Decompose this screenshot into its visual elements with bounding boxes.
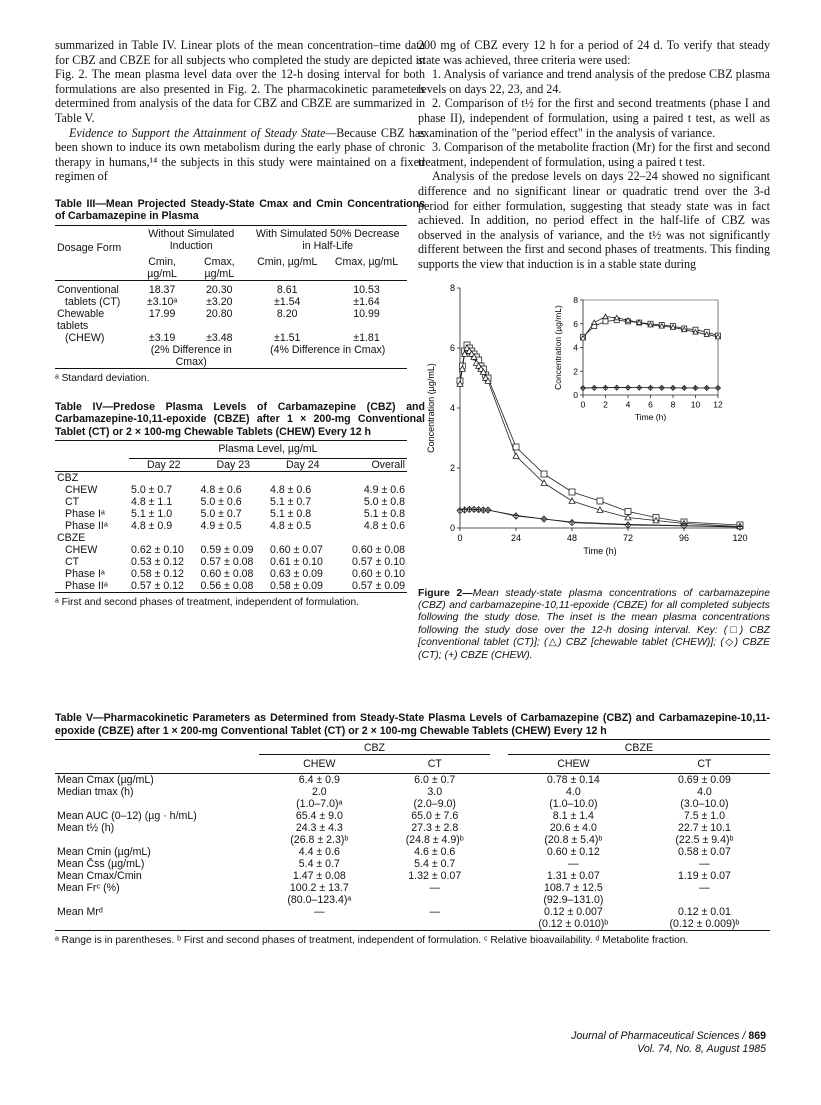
table-row xyxy=(55,822,770,834)
cell: 5.0 ± 0.6 xyxy=(200,496,242,509)
cell: 5.0 ± 0.8 xyxy=(363,496,405,509)
paragraph-text: Because CBZ has been shown to induce its own metabolism during the early phase of chronic therapy in humans,¹⁴ the subjects in this study were maintained on a fixed regimen of xyxy=(55,125,426,184)
cell: 4.9 ± 0.5 xyxy=(200,520,242,533)
cell: Mean AUC (0–12) (µg · h/mL) xyxy=(57,810,197,822)
table-row xyxy=(55,882,770,894)
square-marker xyxy=(513,444,519,450)
table-row xyxy=(55,308,407,332)
square-marker xyxy=(603,318,608,323)
journal-volume: Vol. 74, No. 8, August 1985 xyxy=(637,1043,766,1055)
cell xyxy=(55,894,259,906)
cell: 10.99 xyxy=(353,307,380,320)
x-tick-label: 72 xyxy=(622,532,634,543)
y-tick-label: 6 xyxy=(449,342,455,353)
table-row xyxy=(55,858,770,870)
x-tick-label: 8 xyxy=(670,399,676,409)
table-row xyxy=(55,296,407,308)
cell: (1.0–10.0) xyxy=(549,798,598,810)
cell: ±3.48 xyxy=(206,331,233,344)
cell: (22.5 ± 9.4)ᵇ xyxy=(675,834,734,846)
cell: 0.60 ± 0.08 xyxy=(200,568,254,581)
cell: (24.8 ± 4.9)ᵇ xyxy=(405,834,464,846)
cell: — xyxy=(429,882,441,894)
cell: 10.53 xyxy=(353,283,380,296)
cell: 5.4 ± 0.7 xyxy=(414,858,456,870)
cell: 5.0 ± 0.7 xyxy=(131,484,173,497)
cell: 0.78 ± 0.14 xyxy=(546,774,600,786)
cell: Phase Iᵃ xyxy=(65,508,105,521)
col-head: Day 23 xyxy=(216,459,251,472)
group-label: CBZE xyxy=(57,532,86,545)
table5-footnote: ᵃ Range is in parentheses. ᵇ First and second phases of treatment, independent of formulation. ᶜ Relative bioavailability. ᵈ Metabolite fraction. xyxy=(55,935,689,946)
square-marker xyxy=(597,498,603,504)
cell: 0.58 ± 0.09 xyxy=(270,580,323,593)
table-note: (2% Difference in Cmax) xyxy=(150,343,232,368)
col-group-head: With Simulated 50% Decrease in Half-Life xyxy=(255,227,400,252)
x-axis-label: Time (h) xyxy=(634,411,667,422)
cell: 0.57 ± 0.10 xyxy=(352,556,405,569)
paragraph: 200 mg of CBZ every 12 h for a period of 24 d. To verify that steady state was achieved, three criteria were used: xyxy=(418,38,770,67)
cell: 1.19 ± 0.07 xyxy=(677,870,731,882)
cell: (1.0–7.0)ᵃ xyxy=(296,798,343,810)
table4-footnote: ᵃ First and second phases of treatment, independent of formulation. xyxy=(55,597,359,609)
cell: 3.0 xyxy=(427,786,443,798)
cell xyxy=(380,918,490,931)
page-number: 869 xyxy=(748,1030,766,1042)
cell: 5.1 ± 0.8 xyxy=(270,508,312,521)
x-axis-label: Time (h) xyxy=(583,545,617,556)
table-row xyxy=(55,834,770,846)
span-head: Plasma Level, µg/mL xyxy=(218,443,318,456)
col-head: Overall xyxy=(371,459,405,472)
inset-background xyxy=(566,292,746,408)
figure-caption-text: Mean steady-state plasma concentrations of carbamazepine (CBZ) and carbamazepine-10,11-epoxide (CBZE) for all completed subjects following the study dose. The inset is the mean plasma concentrations following the study dose over the 12-h dosing interval. Key: (□) CBZ [conventional tablet (CT)]; (△) CBZ [chewable tablet (CHEW)]; (◇) CBZE (CT); (+) CBZE (CHEW). xyxy=(418,587,770,661)
table-row xyxy=(55,484,407,496)
cell: (80.0–123.4)ᵃ xyxy=(287,894,352,906)
cell: 4.9 ± 0.6 xyxy=(363,484,405,497)
cell: — xyxy=(429,906,441,918)
col-head: CHEW xyxy=(557,758,590,770)
col-head: Day 24 xyxy=(285,459,320,472)
cell: 22.7 ± 10.1 xyxy=(677,822,731,834)
cell: 0.58 ± 0.12 xyxy=(131,568,184,581)
table-row xyxy=(55,810,770,822)
cell: 65.0 ± 7.6 xyxy=(411,810,459,822)
cell: 0.60 ± 0.12 xyxy=(546,846,600,858)
cell xyxy=(380,894,490,906)
table4 xyxy=(55,440,407,593)
paragraph xyxy=(55,126,425,184)
figure-2-caption xyxy=(418,588,770,662)
cell: 18.37 xyxy=(148,283,176,296)
cell: Phase IIᵃ xyxy=(65,520,108,533)
cell: 0.12 ± 0.007 xyxy=(543,906,603,918)
cell: 65.4 ± 9.0 xyxy=(295,810,343,822)
table4-caption: Table IV—Predose Plasma Levels of Carbamazepine (CBZ) and Carbamazepine-10,11-epoxide (CBZE) after 1 × 200-mg Conventional Tablet (CT) or 2 × 100-mg Chewable Tablets (CHEW) Every 12 h xyxy=(55,400,425,438)
y-tick-label: 2 xyxy=(449,462,455,473)
cell: (2.0–9.0) xyxy=(413,798,456,810)
table-row xyxy=(55,870,770,882)
cell: — xyxy=(568,858,579,870)
cell: CHEW xyxy=(65,544,98,557)
table-row xyxy=(55,906,770,918)
square-marker xyxy=(625,508,631,514)
cell: 4.8 ± 1.1 xyxy=(131,496,173,509)
table3-caption: Table III—Mean Projected Steady-State Cmax and Cmin Concentrations of Carbamazepine in Plasma xyxy=(55,197,425,223)
y-tick-label: 8 xyxy=(573,294,578,305)
figure-label: Figure 2— xyxy=(418,587,473,599)
plus-marker xyxy=(541,516,547,522)
paragraph: Analysis of the predose levels on days 22–24 showed no significant difference and no significant linear or quadratic trend over the 3-d period for either formulation, suggesting that steady state was in fact achieved. In addition, no period effect in the half-life of CBZ was observed in the analysis of variance, and the t½ was not significantly different between the first and second phases of treatments. This finding supports the view that induction is in a stable state during xyxy=(418,169,770,271)
table-row xyxy=(55,496,407,508)
cell: 4.8 ± 0.5 xyxy=(270,520,312,533)
table3-footnote: ᵃ Standard deviation. xyxy=(55,372,150,384)
y-tick-label: 0 xyxy=(449,522,455,533)
cell: CT xyxy=(65,496,80,509)
x-tick-label: 96 xyxy=(678,532,690,543)
cell: Median tmax (h) xyxy=(57,786,134,798)
cell: 0.56 ± 0.08 xyxy=(200,580,254,593)
cell: Mean Cmin (µg/mL) xyxy=(57,846,151,858)
cell: ±3.10ᵃ xyxy=(146,295,178,308)
y-tick-label: 0 xyxy=(573,389,578,400)
cell: 0.60 ± 0.10 xyxy=(352,568,405,581)
cell xyxy=(55,918,259,931)
cell: Conventional xyxy=(57,283,119,296)
journal-name: Journal of Pharmaceutical Sciences / xyxy=(571,1030,749,1042)
cell: 8.61 xyxy=(276,283,298,296)
group-head: CBZ xyxy=(259,740,490,755)
cell: 20.80 xyxy=(206,307,233,320)
cell: 0.57 ± 0.12 xyxy=(131,580,184,593)
cell: (92.9–131.0) xyxy=(543,894,604,906)
cell: 20.30 xyxy=(206,283,233,296)
cell: Mean Cmax/Cmin xyxy=(57,870,142,882)
cell: 100.2 ± 13.7 xyxy=(289,882,349,894)
cell: — xyxy=(699,882,710,894)
cell: ±3.20 xyxy=(206,295,233,308)
cell: 1.32 ± 0.07 xyxy=(408,870,462,882)
table5-caption: Table V—Pharmacokinetic Parameters as Determined from Steady-State Plasma Levels of Carbamazepine (CBZ) and Carbamazepine-10,11-epoxide (CBZE) after 1 × 200-mg Conventional Tablet (CT) or 2 × 100-mg Chewable Tablets (CHEW) Every 12 h xyxy=(55,712,770,737)
cell: ±3.19 xyxy=(148,331,176,344)
cell: 4.8 ± 0.9 xyxy=(131,520,173,533)
table-row xyxy=(55,894,770,906)
figure-2-chart xyxy=(418,280,770,580)
cell: ±1.54 xyxy=(274,295,301,308)
table-row xyxy=(55,508,407,520)
x-tick-label: 48 xyxy=(566,532,578,543)
right-column xyxy=(418,38,770,662)
criterion-3: 3. Comparison of the metabolite fraction (Mr) for the first and second treatment, independent of formulation, using a paired t test. xyxy=(418,140,770,169)
table-row xyxy=(55,774,770,787)
group-head: CBZE xyxy=(508,740,770,755)
cell: Mean Frᶜ (%) xyxy=(57,882,120,894)
triangle-marker xyxy=(569,498,575,503)
plus-marker xyxy=(485,507,491,513)
cell: 0.58 ± 0.07 xyxy=(677,846,731,858)
cell xyxy=(639,894,770,906)
cell: 1.31 ± 0.07 xyxy=(546,870,600,882)
cell: (0.12 ± 0.010)ᵇ xyxy=(538,918,609,930)
cell: 27.3 ± 2.8 xyxy=(411,822,459,834)
left-column xyxy=(55,38,425,609)
cell: Phase IIᵃ xyxy=(65,580,108,593)
cell: 8.20 xyxy=(276,307,298,320)
sub-head: Cmax, µg/mL xyxy=(203,255,235,280)
square-marker xyxy=(569,489,575,495)
cell: 0.62 ± 0.10 xyxy=(131,544,184,557)
cell: Chewable tablets xyxy=(57,307,105,332)
section-heading: Evidence to Support the Attainment of Steady State— xyxy=(69,125,337,140)
cell: CHEW xyxy=(65,484,98,497)
cell: 6.0 ± 0.7 xyxy=(414,774,456,786)
cell: 0.60 ± 0.07 xyxy=(270,544,323,557)
cell: (26.8 ± 2.3)ᵇ xyxy=(290,834,349,846)
col-head: CHEW xyxy=(303,758,336,770)
cell: 4.6 ± 0.6 xyxy=(414,846,456,858)
cell: 5.1 ± 0.8 xyxy=(363,508,405,521)
cell: ±1.81 xyxy=(353,331,380,344)
sub-head: Cmax, µg/mL xyxy=(334,255,399,268)
y-tick-label: 2 xyxy=(573,365,578,376)
x-tick-label: 120 xyxy=(732,532,748,543)
table5 xyxy=(55,739,770,931)
cell: 4.8 ± 0.6 xyxy=(363,520,405,533)
cell: ±1.64 xyxy=(353,295,380,308)
cell: 0.69 ± 0.09 xyxy=(677,774,731,786)
x-tick-label: 4 xyxy=(625,399,631,409)
cell xyxy=(55,798,259,810)
table-row xyxy=(55,846,770,858)
x-tick-label: 0 xyxy=(580,399,586,409)
col-head: CT xyxy=(427,758,442,770)
table-row xyxy=(55,556,407,568)
cell: 0.57 ± 0.09 xyxy=(352,580,405,593)
cell: (3.0–10.0) xyxy=(680,798,729,810)
cell: — xyxy=(314,906,325,918)
table-row xyxy=(55,520,407,532)
cell: 20.6 ± 4.0 xyxy=(549,822,597,834)
cell: CT xyxy=(65,556,80,569)
col-head: Day 22 xyxy=(146,459,181,472)
table5-block xyxy=(55,712,770,947)
plus-marker xyxy=(569,519,575,525)
cell: 5.1 ± 1.0 xyxy=(131,508,173,521)
cell: 17.99 xyxy=(148,307,176,320)
y-axis-label: Concentration (µg/mL) xyxy=(553,304,563,390)
y-tick-label: 4 xyxy=(573,342,578,352)
cell: (20.8 ± 5.4)ᵇ xyxy=(544,834,603,846)
table3 xyxy=(55,225,407,369)
table-row xyxy=(55,786,770,798)
cell: Mean Mrᵈ xyxy=(57,906,103,918)
cell: 4.0 xyxy=(697,786,712,798)
table-row xyxy=(55,918,770,931)
stub-head: Dosage Form xyxy=(57,241,122,254)
criterion-2: 2. Comparison of t½ for the first and second treatments (phase I and phase II), independent of formulation, using a paired t test, as well as examination of the "period effect" in the analysis of variance. xyxy=(418,96,770,140)
y-tick-label: 4 xyxy=(449,402,455,413)
cell: — xyxy=(699,858,710,870)
cell: 5.4 ± 0.7 xyxy=(298,858,340,870)
x-tick-label: 10 xyxy=(690,399,701,409)
plus-marker xyxy=(513,512,519,518)
x-tick-label: 6 xyxy=(648,399,653,409)
cell: 8.1 ± 1.4 xyxy=(552,810,594,822)
table-note: (4% Difference in Cmax) xyxy=(270,343,386,356)
square-marker xyxy=(541,471,547,477)
cell: 7.5 ± 1.0 xyxy=(683,810,726,822)
cell: 0.61 ± 0.10 xyxy=(270,556,323,569)
group-label: CBZ xyxy=(57,472,79,485)
table-row xyxy=(55,568,407,580)
table-row xyxy=(55,284,407,296)
x-tick-label: 12 xyxy=(713,399,723,409)
plus-marker xyxy=(625,521,631,527)
cell: 0.57 ± 0.08 xyxy=(200,556,254,569)
x-tick-label: 24 xyxy=(510,532,522,543)
cell: 4.8 ± 0.6 xyxy=(270,484,312,497)
cell: 4.8 ± 0.6 xyxy=(200,484,242,497)
table-row xyxy=(55,332,407,344)
paragraph: summarized in Table IV. Linear plots of the mean concentration–time data for CBZ and CBZE for all subjects who completed the study are depicted in Fig. 2. The mean plasma level data over the 12-h dosing interval for both formulations are also presented in Fig. 2. The pharmacokinetic parameters determined from analysis of the data for CBZ and CBZE are summarized in Table V. xyxy=(55,38,425,125)
cell: 5.0 ± 0.7 xyxy=(200,508,242,521)
y-tick-label: 6 xyxy=(573,318,578,329)
cell: Phase Iᵃ xyxy=(65,568,105,581)
table-row xyxy=(55,798,770,810)
cell: 0.53 ± 0.12 xyxy=(131,556,184,569)
sub-head: Cmin, µg/mL xyxy=(257,255,318,268)
cell: Mean t½ (h) xyxy=(57,822,115,834)
cell: 24.3 ± 4.3 xyxy=(295,822,343,834)
sub-head: Cmin, µg/mL xyxy=(147,255,177,280)
cell: (CHEW) xyxy=(65,331,105,344)
cell: Mean Cmax (µg/mL) xyxy=(57,774,154,786)
cell: 108.7 ± 12.5 xyxy=(543,882,603,894)
cell: 0.12 ± 0.01 xyxy=(677,906,731,918)
criterion-1: 1. Analysis of variance and trend analysis of the predose CBZ plasma levels on days 22, 23, and 24. xyxy=(418,67,770,96)
cell: (0.12 ± 0.009)ᵇ xyxy=(669,918,740,930)
cell: 4.0 xyxy=(566,786,581,798)
cell xyxy=(55,834,259,846)
page-footer xyxy=(571,1030,766,1056)
x-tick-label: 2 xyxy=(603,399,608,409)
plus-marker xyxy=(457,507,463,513)
cell: 4.4 ± 0.6 xyxy=(298,846,340,858)
y-tick-label: 8 xyxy=(449,282,455,293)
table-row xyxy=(55,544,407,556)
cell: Mean C̄ss (µg/mL) xyxy=(57,858,145,870)
cell: 2.0 xyxy=(311,786,327,798)
cell: 1.47 ± 0.08 xyxy=(292,870,346,882)
x-tick-label: 0 xyxy=(457,532,463,543)
cell: 6.4 ± 0.9 xyxy=(298,774,340,786)
cell: 0.60 ± 0.08 xyxy=(352,544,405,557)
cell: 0.59 ± 0.09 xyxy=(200,544,254,557)
cell: ±1.51 xyxy=(274,331,301,344)
col-head: CT xyxy=(697,758,712,770)
cell xyxy=(259,918,380,931)
col-group-head: Without Simulated Induction xyxy=(148,227,235,252)
cell: 5.1 ± 0.7 xyxy=(270,496,312,509)
y-axis-label: Concentration (µg/mL) xyxy=(426,362,436,453)
cell: 0.63 ± 0.09 xyxy=(270,568,323,581)
triangle-marker xyxy=(513,453,519,458)
cell: tablets (CT) xyxy=(65,295,121,308)
table-row xyxy=(55,580,407,593)
